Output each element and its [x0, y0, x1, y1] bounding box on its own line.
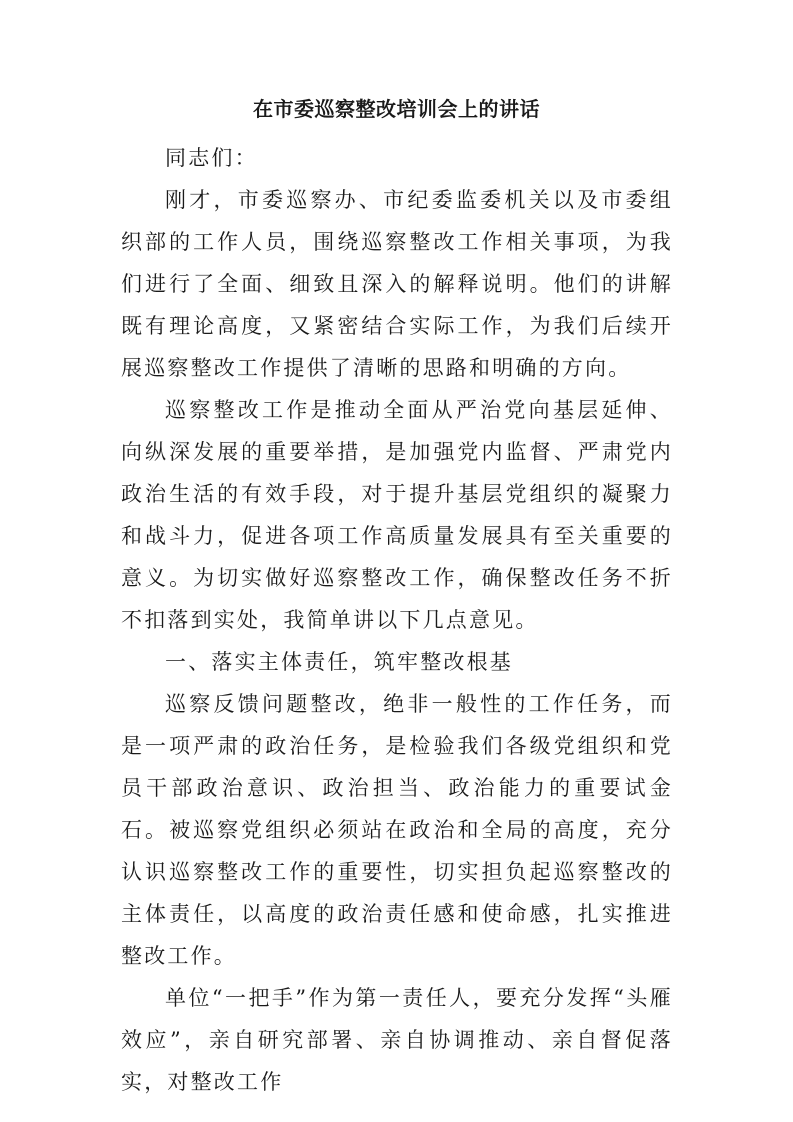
paragraph-first-responsible: 单位“一把手”作为第一责任人，要充分发挥“头雁效应”，亲自研究部署、亲自协调推动、亲自督促落实，对整改工作 [121, 986, 673, 1094]
section-heading-1: 一、落实主体责任，筑牢整改根基 [165, 650, 513, 674]
salutation: 同志们： [165, 146, 258, 170]
paragraph-significance: 巡察整改工作是推动全面从严治党向基层延伸、向纵深发展的重要举措，是加强党内监督、严肃党内政治生活的有效手段，对于提升基层党组织的凝聚力和战斗力，促进各项工作高质量发展具有至关重要的意义。为切实做好巡察整改工作，确保整改任务不折不扣落到实处，我简单讲以下几点意见。 [121, 398, 673, 632]
paragraph-intro: 刚才，市委巡察办、市纪委监委机关以及市委组织部的工作人员，围绕巡察整改工作相关事项，为我们进行了全面、细致且深入的解释说明。他们的讲解既有理论高度，又紧密结合实际工作，为我们后续开展巡察整改工作提供了清晰的思路和明确的方向。 [121, 188, 673, 380]
paragraph-political-task: 巡察反馈问题整改，绝非一般性的工作任务，而是一项严肃的政治任务，是检验我们各级党组织和党员干部政治意识、政治担当、政治能力的重要试金石。被巡察党组织必须站在政治和全局的高度，充分认识巡察整改工作的重要性，切实担负起巡察整改的主体责任，以高度的政治责任感和使命感，扎实推进整改工作。 [121, 692, 673, 968]
document-title: 在市委巡察整改培训会上的讲话 [253, 97, 540, 121]
document-body [121, 137, 673, 1103]
